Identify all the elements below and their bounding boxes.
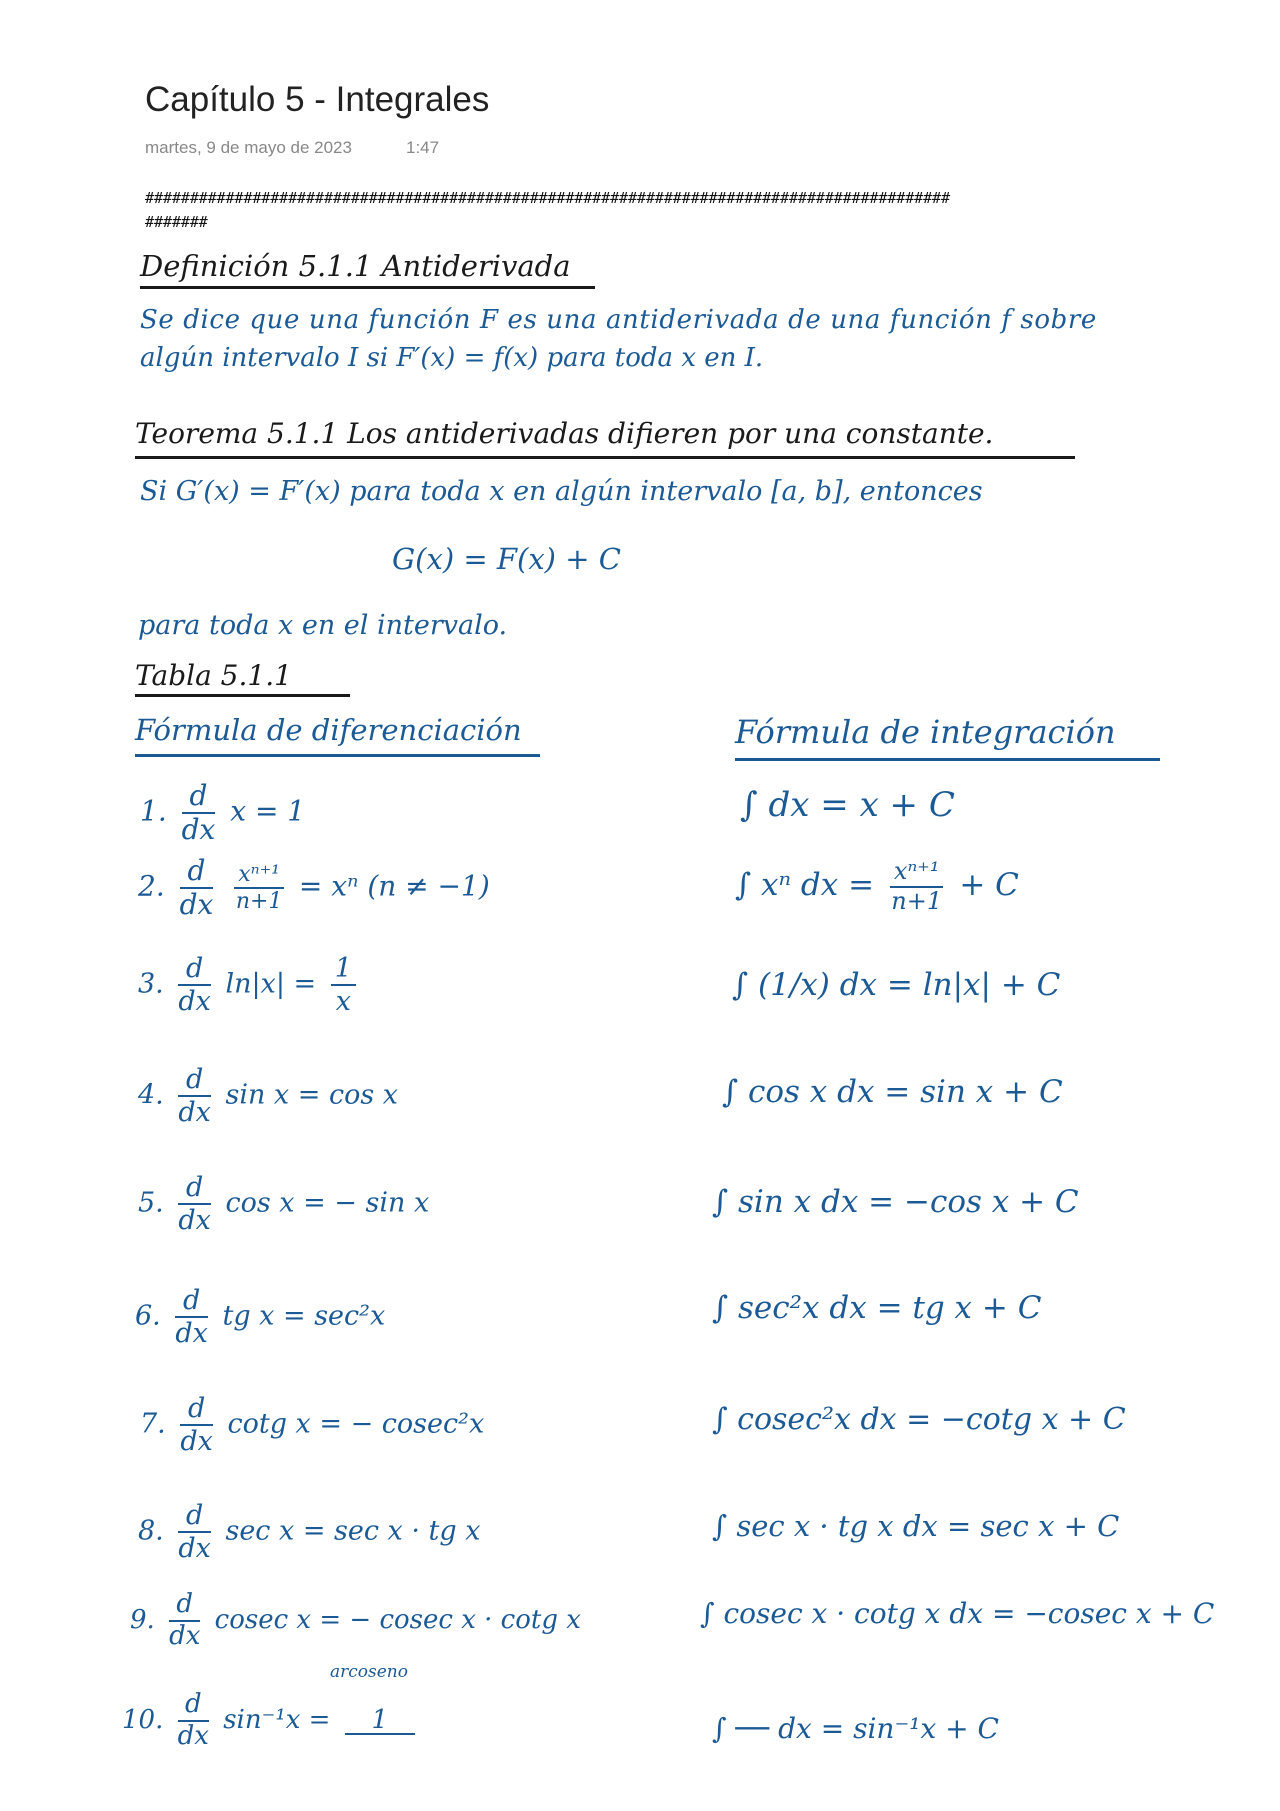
differentiation-rhs: = xⁿ (n ≠ −1) [298,869,490,903]
row-number: 3. [138,968,164,1000]
table-row-4 [138,1064,398,1128]
derivative-operator: $\frac{d}{dx}$ [177,1689,209,1751]
table-row-10 [122,1690,415,1752]
integration-formula-8: ∫ sec x · tg x dx = sec x + C [712,1509,1120,1543]
reciprocal-fraction: $\frac{1}{x}$ [331,953,356,1017]
arcoseno-annotation: arcoseno [330,1662,408,1682]
integration-formula-1: ∫ dx = x + C [740,785,955,825]
row-number: 2. [138,869,165,903]
differentiation-rhs: sin x = cos x [225,1079,398,1111]
column-header-integration: Fórmula de integración [735,713,1116,751]
differentiation-rhs: x = 1 [230,794,306,828]
integration-formula-9: ∫ cosec x · cotg x dx = −cosec x + C [700,1597,1215,1630]
derivative-operator: $\frac{d}{dx}$ [180,1393,213,1458]
derivative-operator: $\frac{d}{dx}$ [178,953,211,1018]
power-fraction: $\frac{\text{xⁿ⁺¹}}{n+1}$ [891,857,943,915]
derivative-operator: $\frac{d}{dx}$ [178,1064,211,1129]
column-header-differentiation-underline [135,754,540,757]
hash-divider-line-2: ####### [145,213,208,231]
table-heading: Tabla 5.1.1 [135,659,292,692]
differentiation-rhs: tg x = sec²x [222,1300,386,1332]
derivative-operator: $\frac{d}{dx}$ [181,779,216,847]
table-row-1 [140,780,305,846]
note-time: 1:47 [406,138,440,157]
table-heading-underline [135,694,350,697]
column-header-integration-underline [735,758,1160,761]
definition-underline [140,286,595,289]
partial-fraction: 1 [345,1707,415,1735]
differentiation-rhs: cosec x = − cosec x · cotg x [214,1604,581,1635]
differentiation-rhs: cos x = − sin x [225,1187,430,1219]
integration-formula-6: ∫ sec²x dx = tg x + C [712,1290,1042,1326]
integration-formula-4: ∫ cos x dx = sin x + C [722,1074,1063,1110]
row-number: 7. [140,1408,166,1440]
power-fraction: $\frac{\text{xⁿ⁺¹}}{n+1}$ [235,861,283,915]
integration-formula-3: ∫ (1/x) dx = ln|x| + C [732,967,1061,1003]
note-date: martes, 9 de mayo de 2023 [145,138,352,157]
row-number: 5. [138,1187,164,1219]
definition-heading: Definición 5.1.1 Antiderivada [140,249,571,283]
row-number: 8. [138,1515,164,1547]
integration-formula-2: ∫ xⁿ dx = $\frac{\text{xⁿ⁺¹}}{n+1}$ + C [735,857,1019,915]
table-row-9 [130,1590,581,1652]
row-number: 6. [135,1300,161,1332]
differentiation-rhs: sin⁻¹x = [223,1704,331,1735]
table-row-7 [140,1393,484,1457]
row-number: 9. [130,1604,155,1635]
theorem-underline [135,456,1075,459]
derivative-operator: $\frac{d}{dx}$ [175,1285,208,1350]
derivative-operator: $\frac{d}{dx}$ [179,854,214,922]
hash-divider-line-1: ########################################################################################## [145,189,950,207]
derivative-operator: $\frac{d}{dx}$ [178,1500,211,1565]
row-number: 1. [140,794,167,828]
row-number: 4. [138,1079,164,1111]
differentiation-rhs: ln|x| = [225,968,317,1000]
theorem-line-3: para toda x en el intervalo. [138,610,508,641]
definition-line-1: Se dice que una función F es una antiderivada de una función f sobre [140,305,1097,335]
table-row-6 [135,1285,385,1349]
row-number: 10. [122,1704,164,1735]
page-title: Capítulo 5 - Integrales [145,80,490,119]
table-row-2 [138,855,490,921]
column-header-differentiation: Fórmula de diferenciación [135,713,522,747]
table-row-3 [138,953,362,1017]
derivative-operator: $\frac{d}{dx}$ [169,1589,201,1651]
integration-formula-5: ∫ sin x dx = −cos x + C [712,1184,1079,1220]
definition-line-2: algún intervalo I si F′(x) = f(x) para toda x en I. [140,343,764,373]
theorem-formula: G(x) = F(x) + C [392,542,621,576]
integration-formula-7: ∫ cosec²x dx = −cotg x + C [712,1402,1126,1437]
derivative-operator: $\frac{d}{dx}$ [178,1172,211,1237]
theorem-heading: Teorema 5.1.1 Los antiderivadas difieren por una constante. [135,417,994,450]
differentiation-rhs: sec x = sec x · tg x [225,1515,481,1547]
table-row-5 [138,1172,429,1236]
differentiation-rhs: cotg x = − cosec²x [227,1408,485,1440]
integration-formula-10: ∫ ── dx = sin⁻¹x + C [712,1712,999,1745]
theorem-line-1: Si G′(x) = F′(x) para toda x en algún intervalo [a, b], entonces [140,476,983,507]
table-row-8 [138,1500,480,1564]
